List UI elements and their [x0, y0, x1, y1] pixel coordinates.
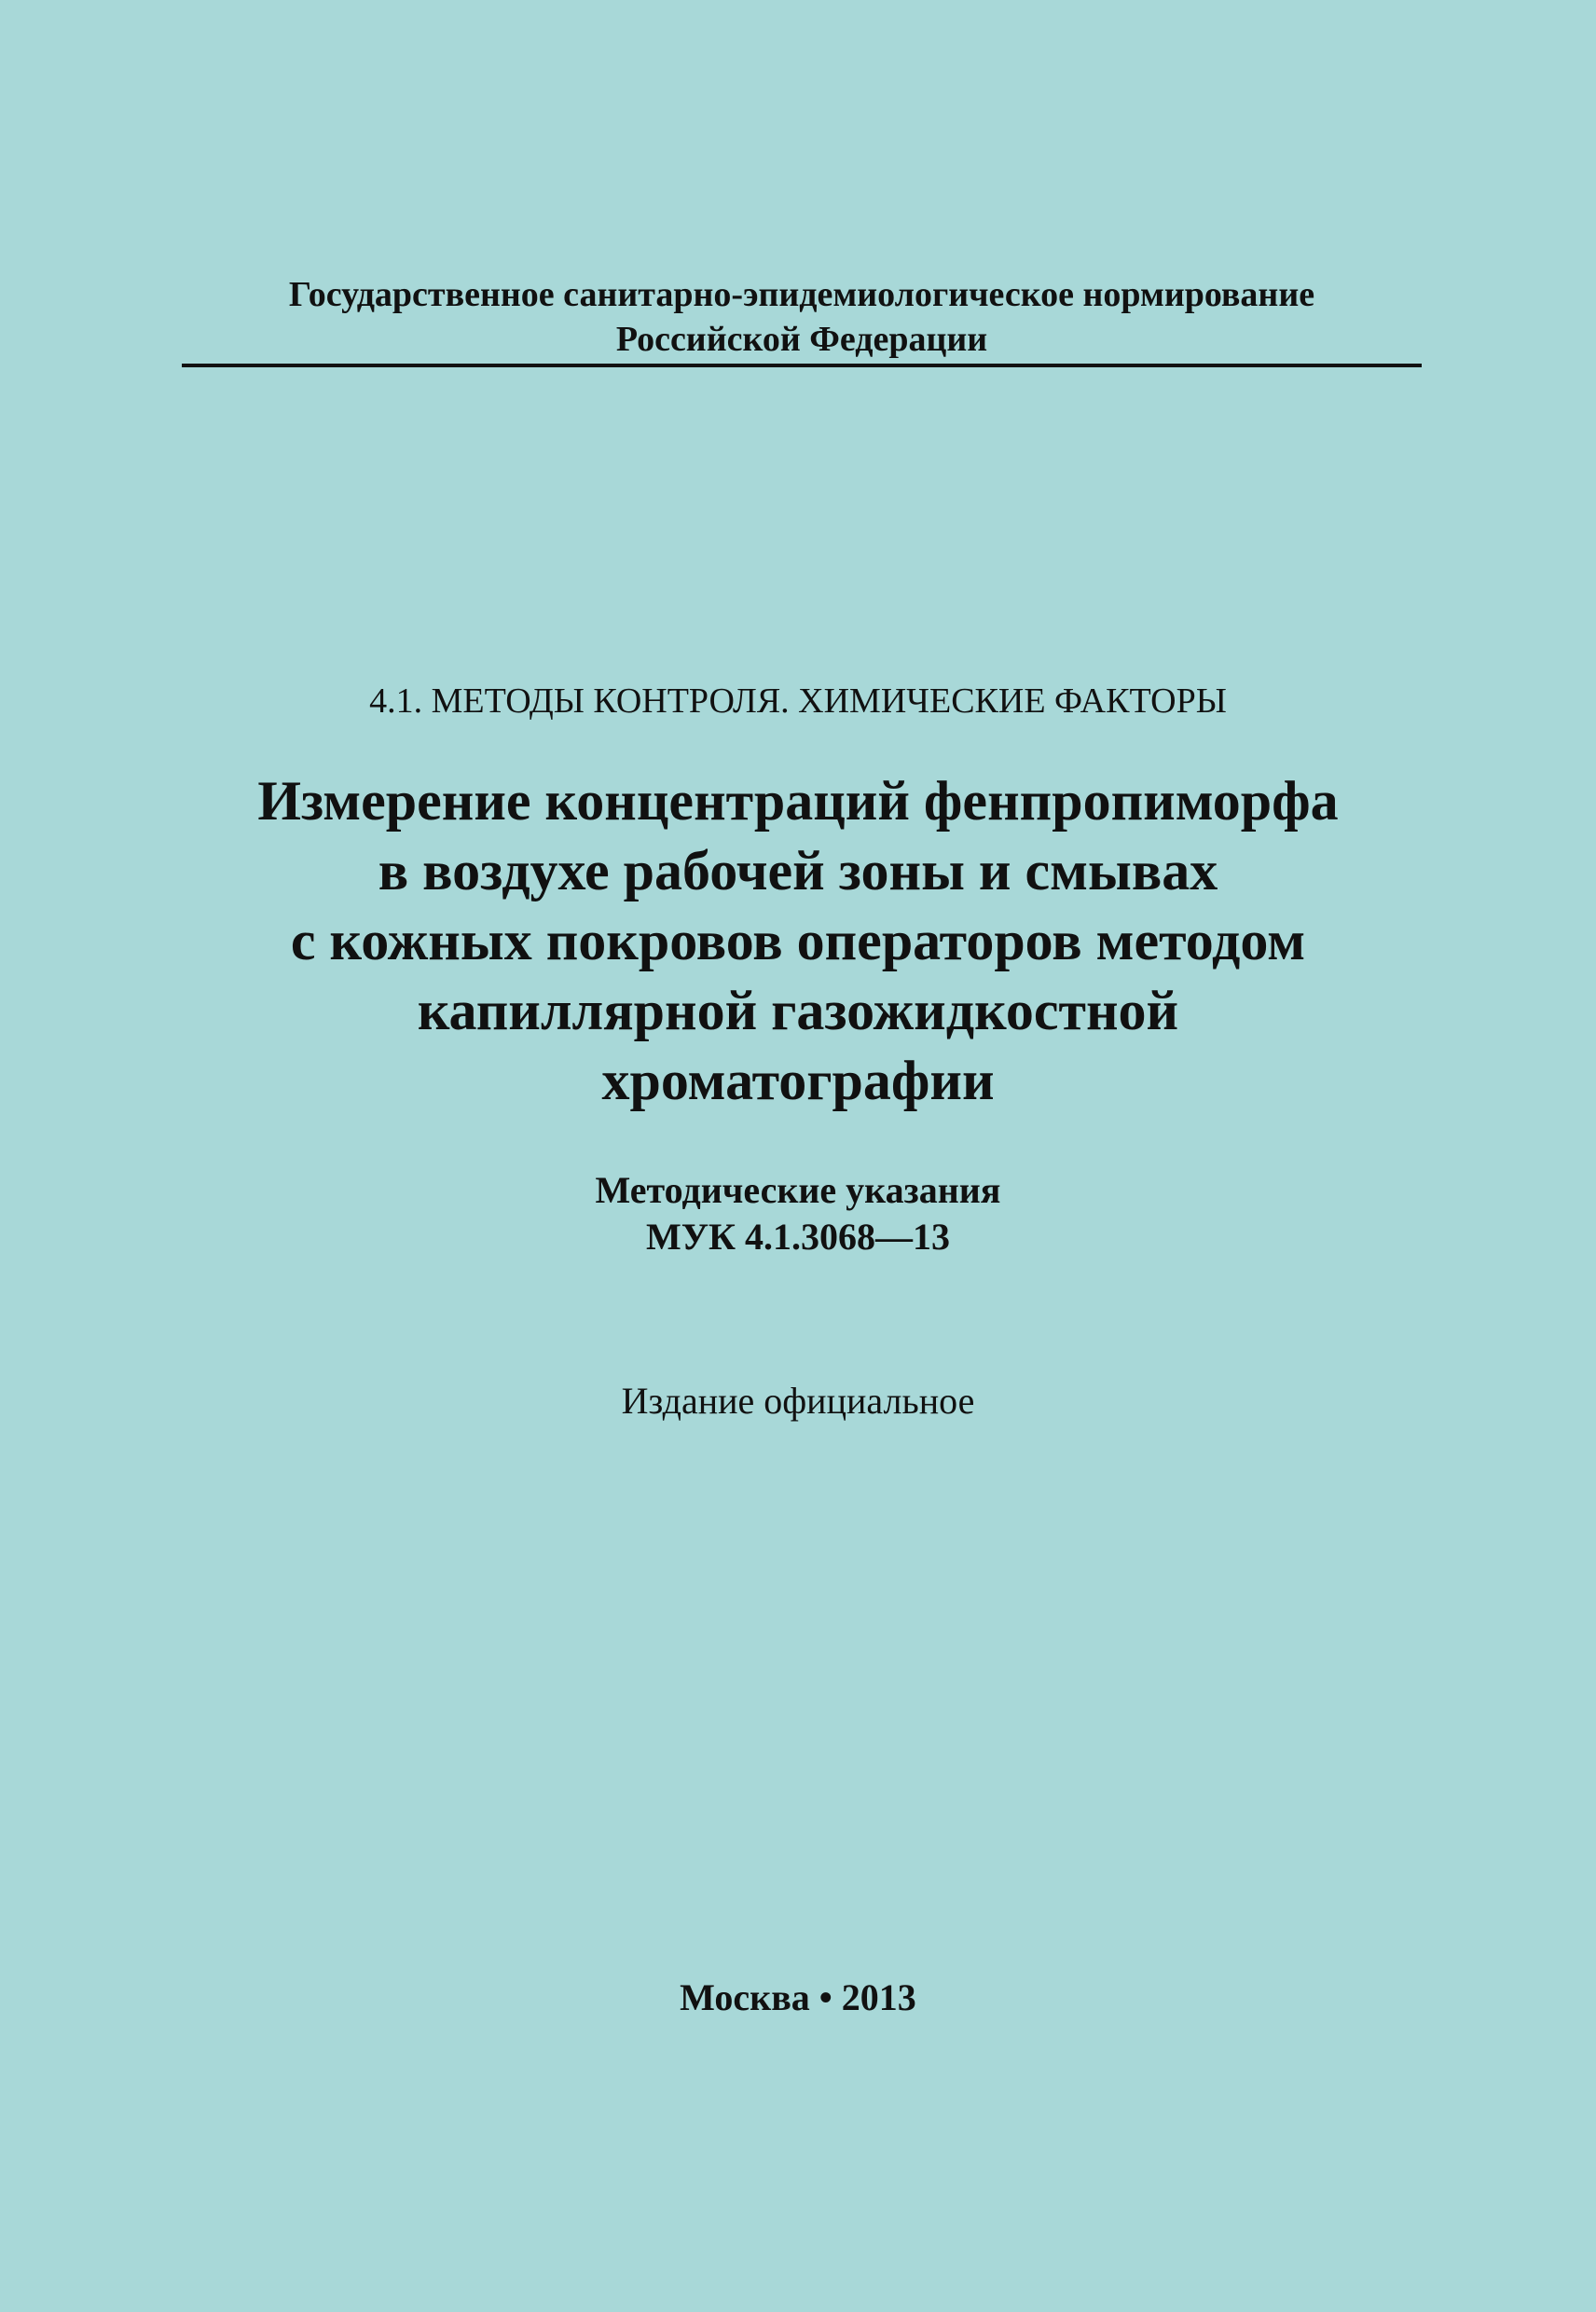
header-line-1: Государственное санитарно-эпидемиологическое нормирование: [288, 275, 1315, 314]
imprint: Москва • 2013: [680, 1976, 916, 2018]
document-title: [93, 766, 1503, 1116]
document-type: [0, 1167, 1596, 1260]
title-line-1: Измерение концентраций фенпропиморфа: [257, 770, 1339, 832]
title-line-2: в воздухе рабочей зоны и смывах: [378, 840, 1218, 901]
title-line-5: хроматографии: [601, 1050, 995, 1111]
header-line-2: Российской Федерации: [615, 320, 988, 359]
series-title: 4.1. МЕТОДЫ КОНТРОЛЯ. ХИМИЧЕСКИЕ ФАКТОРЫ: [369, 681, 1227, 721]
header-divider: [182, 364, 1422, 367]
edition-note: Издание официальное: [621, 1380, 975, 1422]
publisher-header: [182, 272, 1422, 362]
title-line-4: капиллярной газожидкостной: [417, 980, 1179, 1041]
document-type-label: Методические указания: [595, 1169, 1001, 1211]
title-line-3: с кожных покровов операторов методом: [290, 910, 1306, 971]
document-code: МУК 4.1.3068—13: [645, 1216, 951, 1258]
